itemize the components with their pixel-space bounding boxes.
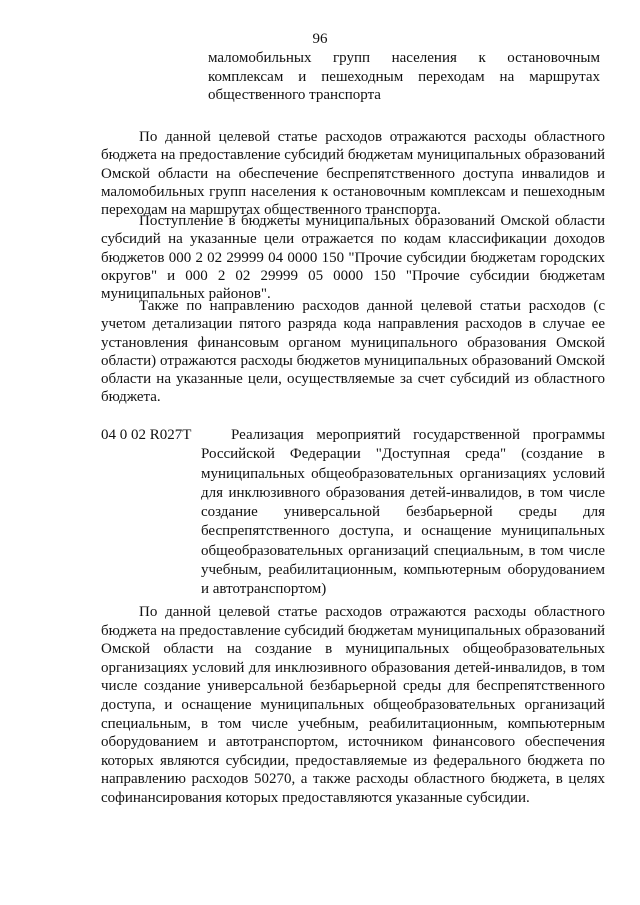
classification-code: 04 0 02 R027Т [101,427,192,443]
body-paragraph: По данной целевой статье расходов отражаются расходы областного бюджета на предоставление субсидий бюджетам муниципальных образований Омской области на создание в муниципальных общеобразовательных организациях условий для инклюзивного образования детей-инвалидов, в том числе создание универсальной безбарьерной среды для беспрепятственного доступа, и оснащение муниципальных общеобразовательных организаций специальным, в том числе учебным, реабилитационным, компьютерным оборудованием и автотранспортом, источником финансового обеспечения которых являются субсидии, предоставляемые из федерального бюджета по направлению расходов 50270, а также расходы областного бюджета, в целях софинансирования которых предоставляются указанные субсидии. [101,604,605,806]
continued-section-title: маломобильных групп населения к остановочным комплексам и пешеходным переходам на маршрутах общественного транспорта [208,50,600,103]
body-paragraph: Поступление в бюджеты муниципальных образований Омской области субсидий на указанные цели отражается по кодам классификации доходов бюджетов 000 2 02 29999 04 0000 150 "Прочие субсидии бюджетам городских округов" и 000 2 02 29999 05 0000 150 "Прочие субсидии бюджетам муниципальных районов". [101,213,605,303]
classification-title: Реализация мероприятий государственной программы Российской Федерации "Доступная среда" (создание в муниципальных общеобразовательных организациях условий для инклюзивного образования детей-инвалидов, в том числе создание универсальной безбарьерной среды для беспрепятственного доступа, и оснащение муниципальных общеобразовательных организаций специальным, в том числе учебным, реабилитационным, компьютерным оборудованием и автотранспортом) [201,427,605,598]
body-paragraph: Также по направлению расходов данной целевой статьи расходов (с учетом детализации пятого разряда кода направления расходов в случае ее установления финансовым органом муниципального образования Омской области) отражаются расходы бюджетов муниципальных образований Омской области на указанные цели, осуществляемые за счет субсидий из областного бюджета. [101,298,605,406]
body-paragraph: По данной целевой статье расходов отражаются расходы областного бюджета на предоставление субсидий бюджетам муниципальных образований Омской области на обеспечение беспрепятственного доступа инвалидов и маломобильных групп населения к остановочным комплексам и пешеходным переходам на маршрутах общественного транспорта. [101,129,605,219]
page-number: 96 [312,31,328,47]
